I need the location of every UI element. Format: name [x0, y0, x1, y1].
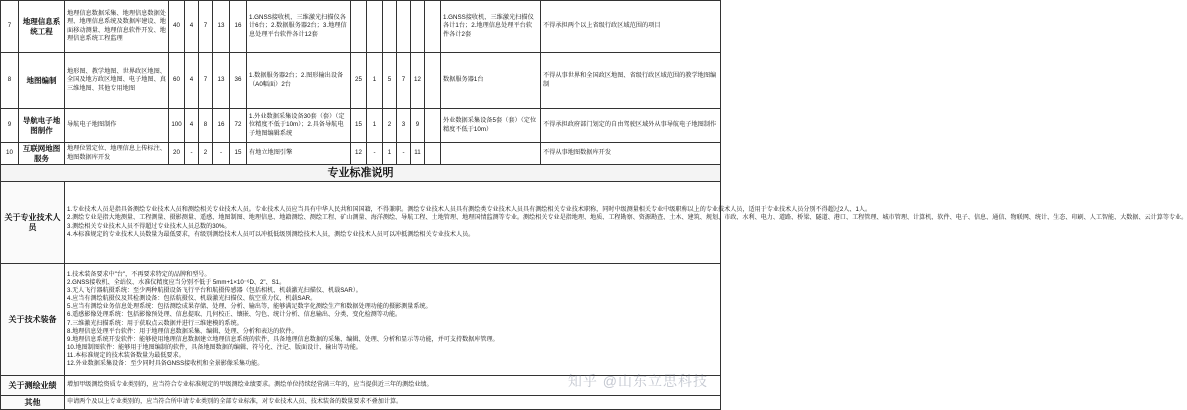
staff-count: - [185, 143, 199, 165]
standard-section [1, 182, 721, 264]
equipment-requirement: 1.外业数据采集设备30套（套）（定位精度不低于10m）；2.具备导航电子地图编辑系统 [247, 109, 351, 143]
staff-count: - [213, 143, 230, 165]
section-label: 其他 [1, 396, 65, 410]
staff-count: 16 [230, 1, 247, 53]
equipment-requirement [441, 143, 541, 165]
row-number: 10 [1, 143, 19, 165]
section-content [65, 182, 1187, 264]
staff-count: 7 [199, 53, 213, 109]
staff-count: 9 [411, 109, 425, 143]
staff-count: - [367, 143, 383, 165]
staff-count: 2 [383, 109, 397, 143]
section-line: 2.测绘专业是指大地测量、工程测量、摄影测量、遥感、地图制图、地理信息、地籍测绘、测绘工程、矿山测量、海洋测绘、导航工程、土地管理、地理国情监测等专业。测绘相关专业是指地理、地质、工程勘察、资源勘查、土木、建筑、规划、市政、水利、电力、道路、桥梁、隧道、港口、工程管理、城市管理、计算机、软件、电子、信息、通信、物联网、统计、生态、印刷、人工智能、大数据、云计算等专业。 [67, 214, 1187, 222]
staff-total: 40 [169, 1, 185, 53]
standard-section [1, 264, 721, 376]
section-line: 4.应当有测绘航摄仪及其检测设备：包括航摄仪、机载激光扫描仪、航空重力仪、机载SAR。 [67, 295, 317, 303]
staff-count: 11 [411, 143, 425, 165]
staff-total: 25 [351, 53, 367, 109]
section-line: 1.专业技术人员是指具备测绘专业技术人员和测绘相关专业技术人员。专业技术人员应当具有中华人民共和国国籍，不得兼职。测绘专业技术人员具有测绘类专业技术人员具有测绘相关专业技术职称，同时中级测量相关专业中级职称以上的专业技术人员，适用于专业技术人员分别不得超过2人、1人。 [67, 206, 872, 214]
scope-description: 地形图、教学地图、世界政区地图、全国及地方政区地图、电子地图、真三维地图、其他专用地图 [65, 53, 169, 109]
table-row [1, 53, 721, 109]
section-content [65, 396, 721, 410]
staff-count: 5 [383, 53, 397, 109]
section-line: 2.GNSS接收机、全站仪、水准仪精度应当分别不低于 5mm+1×10⁻⁶D、2"、S1。 [67, 279, 286, 287]
equipment-requirement: 有地立地图引擎 [247, 143, 351, 165]
row-number: 9 [1, 109, 19, 143]
category-name: 导航电子地图制作 [19, 109, 65, 143]
section-line: 8.地理信息处理平台软件：用于地理信息数据采集、编辑、处理、分析和表达的软件。 [67, 327, 298, 335]
table-row [1, 1, 721, 53]
staff-count: 16 [213, 109, 230, 143]
staff-total: 15 [351, 109, 367, 143]
category-name: 地图编制 [19, 53, 65, 109]
equipment-requirement: 1.数据服务器2台；2.图形输出设备（A0幅面）2台 [247, 53, 351, 109]
standard-section [1, 396, 721, 410]
staff-total [351, 1, 367, 53]
section-line: 12.外业数据采集设备：至少同时具备GNSS接收机和全景影像采集功能。 [67, 359, 264, 367]
staff-count: 7 [397, 53, 411, 109]
section-label: 关于测绘业绩 [1, 376, 65, 396]
section-line: 10.地图制图软件：能够用于地图编制的软件，具备地图数据的编辑、符号化、注记、版面设计、输出等功能。 [67, 343, 362, 351]
staff-count: 4 [185, 53, 199, 109]
category-name: 地理信息系统工程 [19, 1, 65, 53]
staff-count [367, 1, 383, 53]
table-row [1, 143, 721, 165]
staff-count: 2 [199, 143, 213, 165]
section-line: 7.三维激光扫描系统：用于获取点云数据并进行三维建模的系统。 [67, 319, 243, 327]
business-scope-note: 不得承担政府部门划定的自由驾驶区域外从事导航电子地图制作 [541, 109, 721, 143]
row-number: 8 [1, 53, 19, 109]
scope-description: 地理信息数据采集、地理信息数据处理、地理信息系统及数据库建设、地面移动测量、地理信息软件开发、地理信息系统工程监理 [65, 1, 169, 53]
section-line: 6.遥感影像处理系统：包括影像预处理、信息提取、几何校正、镶嵌、匀色、统计分析、信息输出、分类、变化检测等功能。 [67, 311, 402, 319]
section-line: 11.本标准规定的技术装备数量为最低要求。 [67, 351, 185, 359]
staff-total: 20 [169, 143, 185, 165]
equipment-requirement: 数据服务器1台 [441, 53, 541, 109]
staff-count [383, 1, 397, 53]
staff-count [397, 1, 411, 53]
section-label: 关于专业技术人员 [1, 182, 65, 264]
business-scope-note: 不得从事地图数据库开发 [541, 143, 721, 165]
section-line: 9.地理信息系统开发软件：能够使用地理信息数据建立地理信息系统的软件，具备地理信息数据的采集、编辑、处理、分析和显示等功能，并可支持数据库管理。 [67, 335, 499, 343]
section-line: 4.本标准规定的专业技术人员数量为最低要求，有级别测绘技术人员可以冲抵低级别测绘技术人员，测绘专业技术人员可以冲抵测绘相关专业技术人员。 [67, 230, 475, 238]
staff-count: 72 [230, 109, 247, 143]
standard-section [1, 376, 721, 396]
section-title-row [1, 165, 721, 182]
section-label: 关于技术装备 [1, 264, 65, 376]
staff-count: 13 [213, 53, 230, 109]
staff-count: 7 [199, 1, 213, 53]
section-content [65, 264, 721, 376]
watermark-text: 知乎 @山东立思科技 [567, 373, 708, 389]
staff-count: 4 [185, 1, 199, 53]
section-line: 1.技术装备要求中"台"，不再要求特定的品牌和型号。 [67, 271, 211, 279]
staff-total: 100 [169, 109, 185, 143]
scope-description: 地理位置定位、地理信息上传标注、地图数据库开发 [65, 143, 169, 165]
section-content [65, 376, 721, 396]
staff-count: 1 [367, 109, 383, 143]
staff-count: 1 [383, 143, 397, 165]
scope-description: 导航电子地图制作 [65, 109, 169, 143]
category-name: 互联网地图服务 [19, 143, 65, 165]
staff-count: 15 [230, 143, 247, 165]
staff-count: 8 [199, 109, 213, 143]
section-line: 申请两个及以上专业类别的，应当符合所申请专业类别的全部专业标准，对专业技术人员、技术装备的数量要求不叠加计算。 [67, 398, 403, 406]
staff-count: 1 [367, 53, 383, 109]
staff-total: 12 [351, 143, 367, 165]
staff-count: 13 [213, 1, 230, 53]
section-line: 3.无人飞行器航摄系统：至少两种航摄设备飞行平台和航摄传感器（包括相机、机载激光扫描仪、机载SAR）。 [67, 287, 362, 295]
row-number: 7 [1, 1, 19, 53]
business-scope-note: 不得从事世界和全国政区地图、省级行政区域范围的教学地图编制 [541, 53, 721, 109]
staff-count: 36 [230, 53, 247, 109]
staff-count: 3 [397, 109, 411, 143]
equipment-requirement: 1.GNSS接收机、三维激光扫描仪各计1台；2.地理信息处理平台软件各计2套 [441, 1, 541, 53]
staff-total: 60 [169, 53, 185, 109]
equipment-requirement: 外业数据采集设备5套（套）（定位精度不低于10m） [441, 109, 541, 143]
section-line: 增加甲级测绘资质专业类别的，应当符合专业标准规定的甲级测绘业绩要求。测绘单位持续经营满三年的，应当提供近三年的测绘业绩。 [67, 381, 433, 389]
section-line: 3.测绘相关专业技术人员不得超过专业技术人员总数的30%。 [67, 222, 231, 230]
section-title: 专业标准说明 [1, 165, 721, 182]
staff-count [411, 1, 425, 53]
table-row [1, 109, 721, 143]
staff-count: - [397, 143, 411, 165]
staff-count: 12 [411, 53, 425, 109]
equipment-requirement: 1.GNSS接收机、三维激光扫描仪各计6台；2.数据服务器2台；3.地理信息处理平台软件各计12套 [247, 1, 351, 53]
staff-count: 4 [185, 109, 199, 143]
business-scope-note: 不得承担两个以上省级行政区域范围的项目 [541, 1, 721, 53]
section-line: 5.应当有测绘业务信息处理系统：包括测绘成果存储、处理、分析、输出等，能够满足数字化测绘生产和数据处理功能的摄影测量系统。 [67, 303, 432, 311]
